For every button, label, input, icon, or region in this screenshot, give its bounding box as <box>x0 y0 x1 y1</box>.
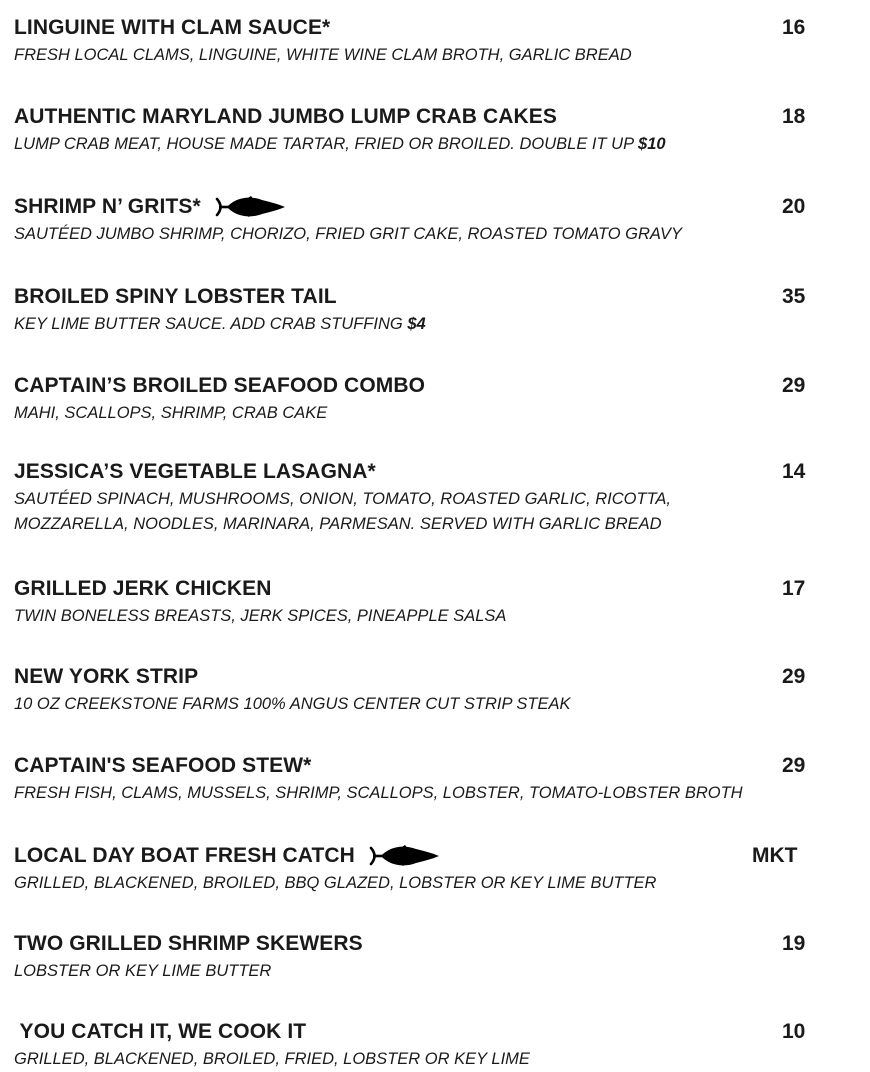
price-addon: $4 <box>407 315 426 333</box>
item-name: BROILED SPINY LOBSTER TAIL <box>14 285 337 308</box>
item-price: 17 <box>782 577 806 600</box>
item-price: 16 <box>782 16 806 39</box>
item-name: CAPTAIN’S BROILED SEAFOOD COMBO <box>14 374 426 397</box>
item-description: LOBSTER OR KEY LIME BUTTER <box>14 962 272 980</box>
item-name: SHRIMP N’ GRITS* <box>14 195 201 218</box>
item-description <box>14 487 864 537</box>
item-price: 29 <box>782 665 806 688</box>
item-price: 14 <box>782 460 806 483</box>
item-price: 29 <box>782 374 806 397</box>
item-description: FRESH LOCAL CLAMS, LINGUINE, WHITE WINE CLAM BROTH, GARLIC BREAD <box>14 46 632 64</box>
item-price: 18 <box>782 105 806 128</box>
item-name: AUTHENTIC MARYLAND JUMBO LUMP CRAB CAKES <box>14 105 557 128</box>
item-name: YOU CATCH IT, WE COOK IT <box>14 1020 307 1043</box>
item-description: GRILLED, BLACKENED, BROILED, BBQ GLAZED, LOBSTER OR KEY LIME BUTTER <box>14 874 657 892</box>
item-name: GRILLED JERK CHICKEN <box>14 577 272 600</box>
item-price: MKT <box>752 844 798 867</box>
item-description: GRILLED, BLACKENED, BROILED, FRIED, LOBSTER OR KEY LIME <box>14 1050 530 1068</box>
item-name: NEW YORK STRIP <box>14 665 199 688</box>
item-name: LINGUINE WITH CLAM SAUCE* <box>14 16 331 39</box>
item-description: TWIN BONELESS BREASTS, JERK SPICES, PINEAPPLE SALSA <box>14 607 507 625</box>
description-line: SAUTÉED SPINACH, MUSHROOMS, ONION, TOMATO, ROASTED GARLIC, RICOTTA, <box>14 490 672 508</box>
item-name: LOCAL DAY BOAT FRESH CATCH <box>14 844 355 867</box>
item-price: 35 <box>782 285 806 308</box>
item-name-row <box>14 844 441 868</box>
item-name: TWO GRILLED SHRIMP SKEWERS <box>14 932 363 955</box>
item-name-row <box>14 195 287 219</box>
item-description: 10 OZ CREEKSTONE FARMS 100% ANGUS CENTER CUT STRIP STEAK <box>14 695 571 713</box>
item-name: JESSICA’S VEGETABLE LASAGNA* <box>14 460 376 483</box>
item-description: KEY LIME BUTTER SAUCE. ADD CRAB STUFFING $4 <box>14 315 426 333</box>
item-description: FRESH FISH, CLAMS, MUSSELS, SHRIMP, SCALLOPS, LOBSTER, TOMATO-LOBSTER BROTH <box>14 784 743 802</box>
item-price: 19 <box>782 932 806 955</box>
fish-icon <box>369 845 441 867</box>
item-description: LUMP CRAB MEAT, HOUSE MADE TARTAR, FRIED OR BROILED. DOUBLE IT UP $10 <box>14 135 666 153</box>
item-name: CAPTAIN'S SEAFOOD STEW* <box>14 754 312 777</box>
description-line: MOZZARELLA, NOODLES, MARINARA, PARMESAN. SERVED WITH GARLIC BREAD <box>14 515 662 533</box>
item-description: MAHI, SCALLOPS, SHRIMP, CRAB CAKE <box>14 404 328 422</box>
item-description: SAUTÉED JUMBO SHRIMP, CHORIZO, FRIED GRIT CAKE, ROASTED TOMATO GRAVY <box>14 225 683 243</box>
price-addon: $10 <box>638 135 666 153</box>
item-price: 29 <box>782 754 806 777</box>
item-price: 20 <box>782 195 806 218</box>
item-price: 10 <box>782 1020 806 1043</box>
fish-icon <box>215 196 287 218</box>
